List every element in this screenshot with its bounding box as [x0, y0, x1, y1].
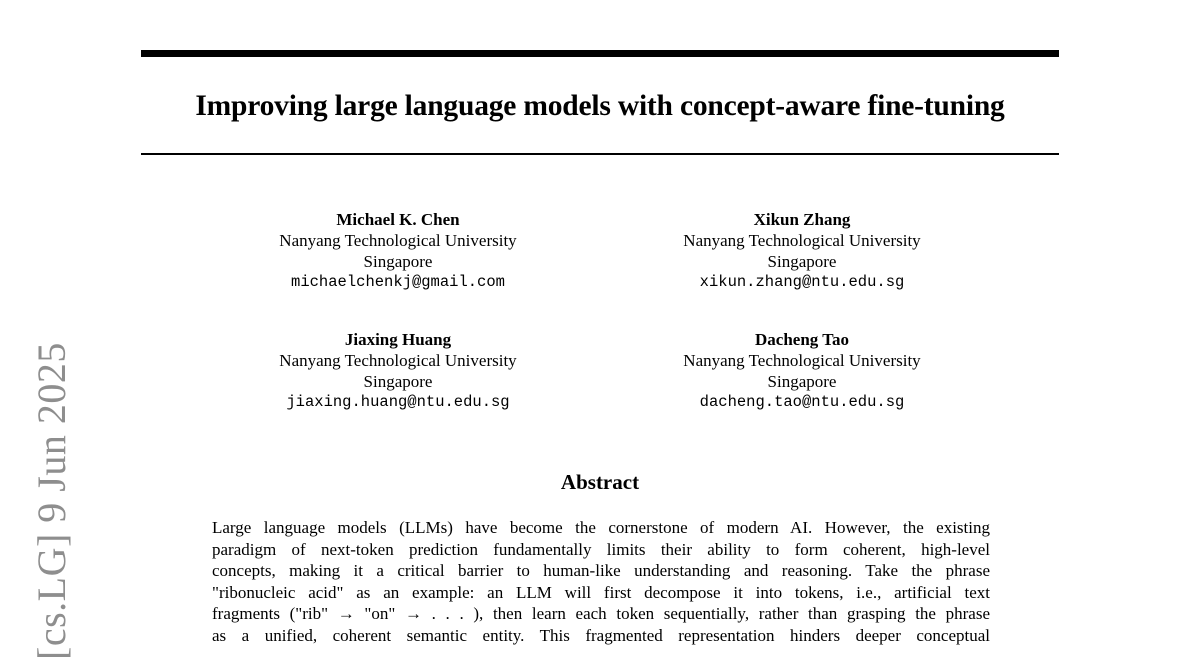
- author-email: jiaxing.huang@ntu.edu.sg: [286, 393, 510, 411]
- author-block: [218, 329, 578, 413]
- author-block: [622, 209, 982, 293]
- author-name: Xikun Zhang: [753, 210, 851, 229]
- author-country: Singapore: [363, 372, 433, 391]
- author-name: Jiaxing Huang: [344, 330, 452, 349]
- title-bottom-rule: [141, 153, 1059, 155]
- abstract-line: as a unified, coherent semantic entity. This fragmented representation hinders deeper conceptual: [212, 625, 990, 645]
- author-affiliation: Nanyang Technological University: [683, 231, 921, 250]
- abstract-line: paradigm of next-token prediction fundamentally limits their ability to form coherent, high-level: [212, 539, 990, 559]
- top-rule: [141, 50, 1059, 57]
- author-country: Singapore: [767, 372, 837, 391]
- author-block: [622, 329, 982, 413]
- abstract-line: fragments ("rib" → "on" → . . . ), then learn each token sequentially, rather than grasping the phrase: [212, 604, 990, 623]
- abstract-line: concepts, making it a critical barrier to human-like understanding and reasoning. Take the phrase: [212, 561, 990, 580]
- abstract-body: [212, 517, 990, 646]
- author-email: xikun.zhang@ntu.edu.sg: [699, 273, 905, 291]
- arxiv-id-stamp: [cs.LG] 9 Jun 2025: [29, 342, 74, 660]
- author-email: dacheng.tao@ntu.edu.sg: [699, 393, 905, 411]
- paper-title: Improving large language models with concept-aware fine-tuning: [195, 90, 1005, 122]
- author-affiliation: Nanyang Technological University: [683, 351, 921, 370]
- abstract-line: Large language models (LLMs) have become the cornerstone of modern AI. However, the existing: [212, 518, 990, 537]
- author-email: michaelchenkj@gmail.com: [291, 273, 505, 291]
- author-block: [218, 209, 578, 293]
- author-name: Michael K. Chen: [336, 210, 460, 229]
- author-country: Singapore: [363, 252, 433, 271]
- abstract-line: "ribonucleic acid" as an example: an LLM will first decompose it into tokens, i.e., artificial text: [212, 582, 990, 602]
- author-affiliation: Nanyang Technological University: [279, 351, 517, 370]
- author-name: Dacheng Tao: [755, 330, 849, 349]
- author-country: Singapore: [767, 252, 837, 271]
- abstract-heading: Abstract: [560, 470, 640, 494]
- author-affiliation: Nanyang Technological University: [279, 231, 517, 250]
